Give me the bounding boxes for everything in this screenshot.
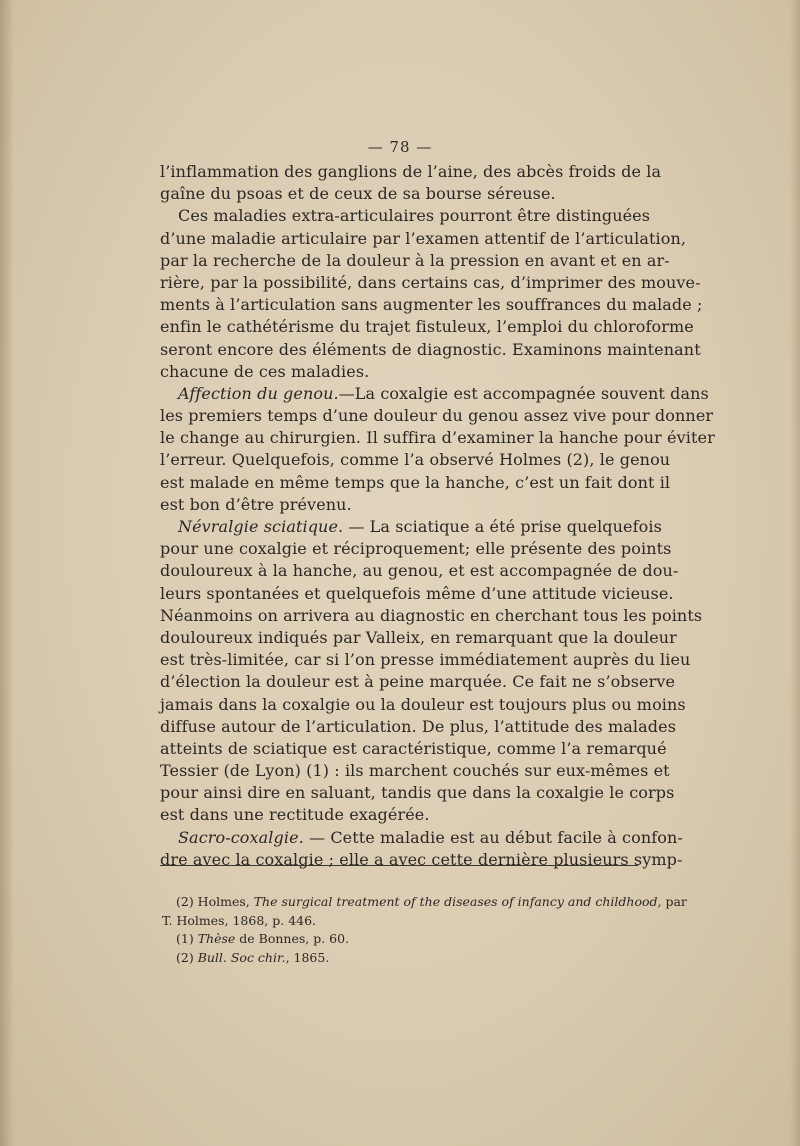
footnote xyxy=(162,949,640,968)
footnote-text: T. Holmes, 1868, p. 446. xyxy=(162,912,317,928)
line-text: pour ainsi dire en saluant, tandis que dans la coxalgie le corps xyxy=(160,783,675,803)
line-text: pour une coxalgie et réciproquement; elle présente des points xyxy=(160,539,672,559)
footnote-line xyxy=(162,912,640,931)
text-line xyxy=(160,583,674,605)
text-line xyxy=(160,827,683,849)
line-text: est malade en même temps que la hanche, c’est un fait dont il xyxy=(160,472,671,492)
line-text: — Cette maladie est au début facile à confon- xyxy=(303,827,683,847)
line-text: douloureux indiqués par Valleix, en remarquant que la douleur xyxy=(160,627,677,647)
line-text: ments à l’articulation sans augmenter les souffrances du malade ; xyxy=(160,295,703,315)
page-number: — 78 — xyxy=(367,138,433,156)
text-line xyxy=(160,671,676,693)
footnotes xyxy=(162,893,687,967)
line-text: le change au chirurgien. Il suffira d’examiner la hanche pour éviter xyxy=(160,428,715,448)
section-heading: Névralgie sciatique. xyxy=(178,517,344,536)
line-text: — La sciatique a été prise quelquefois xyxy=(343,517,662,536)
line-text: diffuse autour de l’articulation. De plus, l’attitude des malades xyxy=(160,716,677,736)
line-text: gaîne du psoas et de ceux de sa bourse séreuse. xyxy=(160,184,556,204)
text-line xyxy=(160,427,715,449)
footnote xyxy=(162,930,640,949)
line-text: est dans une rectitude exagérée. xyxy=(160,805,430,825)
text-line xyxy=(160,738,667,760)
text-line xyxy=(160,716,677,738)
footnote-italic-text: Bull. Soc chir. xyxy=(197,949,286,965)
paragraph xyxy=(160,161,662,205)
text-line xyxy=(160,361,640,383)
paragraph xyxy=(160,383,715,516)
line-text: les premiers temps d’une douleur du genou assez vive pour donner xyxy=(160,406,714,426)
line-text: dre avec la coxalgie ; elle a avec cette dernière plusieurs symp- xyxy=(160,849,683,869)
footnote-italic-text: The surgical treatment of the diseases of infancy and childhood, xyxy=(253,894,662,909)
footnote-line xyxy=(162,949,640,968)
line-text: par la recherche de la douleur à la pression en avant et en ar- xyxy=(160,250,670,270)
line-text: —La coxalgie est accompagnée souvent dans xyxy=(338,383,709,403)
text-line xyxy=(160,849,683,871)
footnote-text: (2) Holmes, xyxy=(176,894,254,909)
body-text xyxy=(160,161,715,871)
footnote-text: , 1865. xyxy=(285,949,330,965)
line-text: d’une maladie articulaire par l’examen attentif de l’articulation, xyxy=(160,228,687,248)
footnote xyxy=(162,893,687,930)
line-text: douloureux à la hanche, au genou, et est accompagnée de dou- xyxy=(160,561,679,581)
line-text: est très-limitée, car si l’on presse immédiatement auprès du lieu xyxy=(160,650,691,670)
text-line xyxy=(160,383,709,405)
text-line xyxy=(160,205,651,227)
text-line xyxy=(160,782,675,804)
text-line xyxy=(160,494,640,516)
text-line xyxy=(160,339,701,361)
footnote-text: par xyxy=(661,894,687,909)
paragraph xyxy=(160,205,703,383)
text-line xyxy=(160,250,670,272)
line-text: l’erreur. Quelquefois, comme l’a observé Holmes (2), le genou xyxy=(160,450,671,470)
text-line xyxy=(160,472,671,494)
line-text: rière, par la possibilité, dans certains cas, d’imprimer des mouve- xyxy=(160,272,701,292)
footnote-italic-text: Thèse xyxy=(197,931,236,946)
line-text: Ces maladies extra-articulaires pourront être distinguées xyxy=(178,206,651,226)
paragraph xyxy=(160,516,703,827)
line-text: enfin le cathétérisme du trajet fistuleux, l’emploi du chloroforme xyxy=(160,317,694,337)
line-text: d’élection la douleur est à peine marquée. Ce fait ne s’observe xyxy=(160,672,676,692)
footnote-text: (2) xyxy=(176,949,198,965)
line-text: Néanmoins on arrivera au diagnostic en cherchant tous les points xyxy=(160,605,703,625)
text-line xyxy=(160,183,640,205)
footnote-line xyxy=(162,930,640,949)
section-heading: Sacro-coxalgie. xyxy=(178,827,304,847)
text-line xyxy=(160,605,703,627)
line-text: est bon d’être prévenu. xyxy=(160,494,352,514)
text-line xyxy=(160,804,640,826)
footnote-text: (1) xyxy=(176,931,198,946)
line-text: atteints de sciatique est caractéristique, comme l’a remarqué xyxy=(160,738,667,758)
text-line xyxy=(160,272,701,294)
line-text: chacune de ces maladies. xyxy=(160,361,370,381)
line-text: jamais dans la coxalgie ou la douleur est toujours plus ou moins xyxy=(160,694,686,714)
text-line xyxy=(160,516,662,538)
page-edge-shadow xyxy=(790,0,800,1146)
text-line xyxy=(160,760,670,782)
binding-shadow xyxy=(0,0,14,1146)
footnote-text: de Bonnes, p. 60. xyxy=(235,931,350,946)
text-line xyxy=(160,627,677,649)
section-heading: Affection du genou. xyxy=(178,383,339,403)
text-line xyxy=(160,649,691,671)
text-line xyxy=(160,560,679,582)
line-text: leurs spontanées et quelquefois même d’une attitude vicieuse. xyxy=(160,583,674,603)
text-line xyxy=(160,294,703,316)
line-text: Tessier (de Lyon) (1) : ils marchent couchés sur eux-mêmes et xyxy=(160,761,670,781)
text-line xyxy=(160,449,671,471)
footnote-separator-rule xyxy=(160,865,638,866)
text-line xyxy=(160,316,694,338)
text-line xyxy=(160,228,687,250)
text-line xyxy=(160,538,672,560)
text-line xyxy=(160,161,662,183)
line-text: l’inflammation des ganglions de l’aine, des abcès froids de la xyxy=(160,162,662,181)
line-text: seront encore des éléments de diagnostic. Examinons maintenant xyxy=(160,339,701,359)
text-line xyxy=(160,694,686,716)
footnote-line xyxy=(162,893,687,912)
text-line xyxy=(160,405,714,427)
